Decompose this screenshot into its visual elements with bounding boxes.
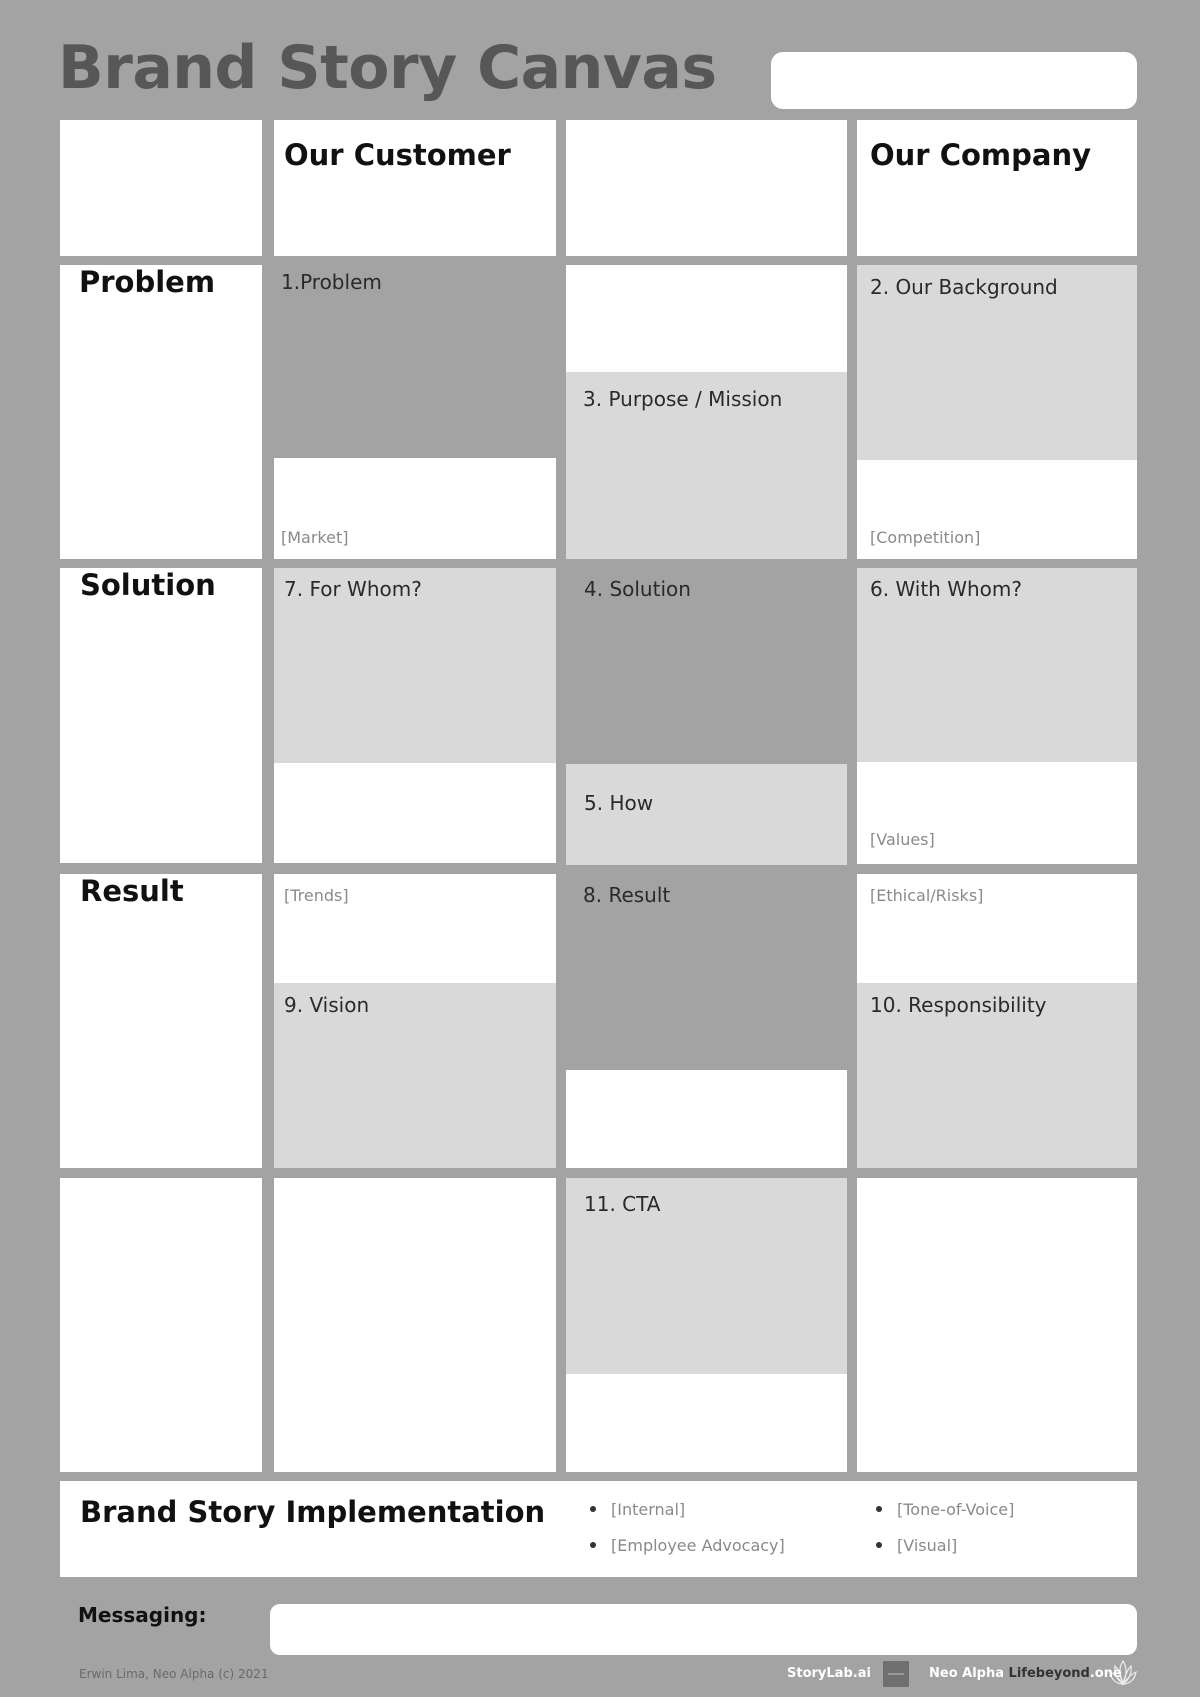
implementation-item: [Visual] <box>876 1527 1014 1563</box>
bullet-icon <box>590 1506 596 1512</box>
implementation-item: [Employee Advocacy] <box>590 1527 785 1563</box>
storylab-link[interactable]: StoryLab.ai <box>787 1666 871 1681</box>
neo-alpha-brand[interactable] <box>929 1666 1122 1681</box>
implementation-item: [Tone-of-Voice] <box>876 1491 1014 1527</box>
implementation-panel <box>60 1481 1137 1577</box>
row-label-result-cell <box>60 874 262 1168</box>
cta-row-customer-cell <box>274 1178 556 1472</box>
section-8-label: 8. Result <box>583 883 671 907</box>
trends-cell[interactable] <box>274 874 556 983</box>
cta-row-label-cell <box>60 1178 262 1472</box>
section-2-label: 2. Our Background <box>870 275 1058 299</box>
hint-ethical-risks: [Ethical/Risks] <box>870 886 984 905</box>
hint-competition: [Competition] <box>870 528 981 547</box>
cta-row-company-cell <box>857 1178 1137 1472</box>
bullet-icon <box>876 1542 882 1548</box>
section-1-label: 1.Problem <box>281 270 382 294</box>
section-3-label: 3. Purpose / Mission <box>583 387 783 411</box>
section-2-background[interactable] <box>857 265 1137 460</box>
section-10-responsibility[interactable] <box>857 983 1137 1168</box>
section-4-solution[interactable] <box>566 568 847 764</box>
for-whom-bottom-cell <box>274 763 556 863</box>
row-header-result: Result <box>80 874 184 908</box>
ethical-cell[interactable] <box>857 874 1137 983</box>
competition-cell[interactable] <box>857 460 1137 559</box>
implementation-list-left <box>590 1491 785 1563</box>
row-label-problem-cell <box>60 265 262 559</box>
section-6-with-whom[interactable] <box>857 568 1137 762</box>
cta-bottom-cell <box>566 1374 847 1472</box>
lifebeyond-text: Lifebeyond <box>1008 1666 1090 1681</box>
section-5-how[interactable] <box>566 764 847 865</box>
page-title: Brand Story Canvas <box>58 33 717 103</box>
section-11-cta[interactable] <box>566 1178 847 1374</box>
hint-trends: [Trends] <box>284 886 349 905</box>
header-customer-cell <box>274 120 556 256</box>
hint-values: [Values] <box>870 830 935 849</box>
purpose-top-cell <box>566 265 847 372</box>
neo-alpha-text: Neo Alpha <box>929 1666 1005 1681</box>
header-company-cell <box>857 120 1137 256</box>
section-9-vision[interactable] <box>274 983 556 1168</box>
corner-cell <box>60 120 262 256</box>
section-7-label: 7. For Whom? <box>284 577 422 601</box>
bullet-icon <box>876 1506 882 1512</box>
one-text: .one <box>1089 1666 1122 1681</box>
market-cell[interactable] <box>274 458 556 559</box>
section-11-label: 11. CTA <box>584 1192 661 1216</box>
section-9-label: 9. Vision <box>284 993 370 1017</box>
hint-market: [Market] <box>281 528 349 547</box>
column-header-customer: Our Customer <box>284 138 511 172</box>
storylab-logo-icon <box>883 1661 909 1687</box>
footer-credit: Erwin Lima, Neo Alpha (c) 2021 <box>79 1667 269 1681</box>
section-5-label: 5. How <box>584 791 654 815</box>
lotus-logo-icon <box>1108 1658 1138 1688</box>
bullet-icon <box>590 1542 596 1548</box>
section-6-label: 6. With Whom? <box>870 577 1022 601</box>
values-cell[interactable] <box>857 762 1137 864</box>
row-header-problem: Problem <box>79 265 216 299</box>
section-3-purpose[interactable] <box>566 372 847 559</box>
column-header-company: Our Company <box>870 138 1091 172</box>
implementation-list-right <box>876 1491 1014 1563</box>
section-1-problem[interactable] <box>274 265 556 458</box>
row-label-solution-cell <box>60 568 262 863</box>
header-middle-cell <box>566 120 847 256</box>
implementation-item: [Internal] <box>590 1491 785 1527</box>
section-7-for-whom[interactable] <box>274 568 556 763</box>
section-8-result[interactable] <box>566 874 847 1070</box>
result-bottom-cell <box>566 1070 847 1168</box>
messaging-label: Messaging: <box>78 1603 207 1627</box>
row-header-solution: Solution <box>80 568 216 602</box>
implementation-title: Brand Story Implementation <box>80 1495 546 1529</box>
section-10-label: 10. Responsibility <box>870 993 1047 1017</box>
messaging-field[interactable] <box>270 1604 1137 1655</box>
canvas-name-field[interactable] <box>771 52 1137 109</box>
section-4-label: 4. Solution <box>584 577 691 601</box>
